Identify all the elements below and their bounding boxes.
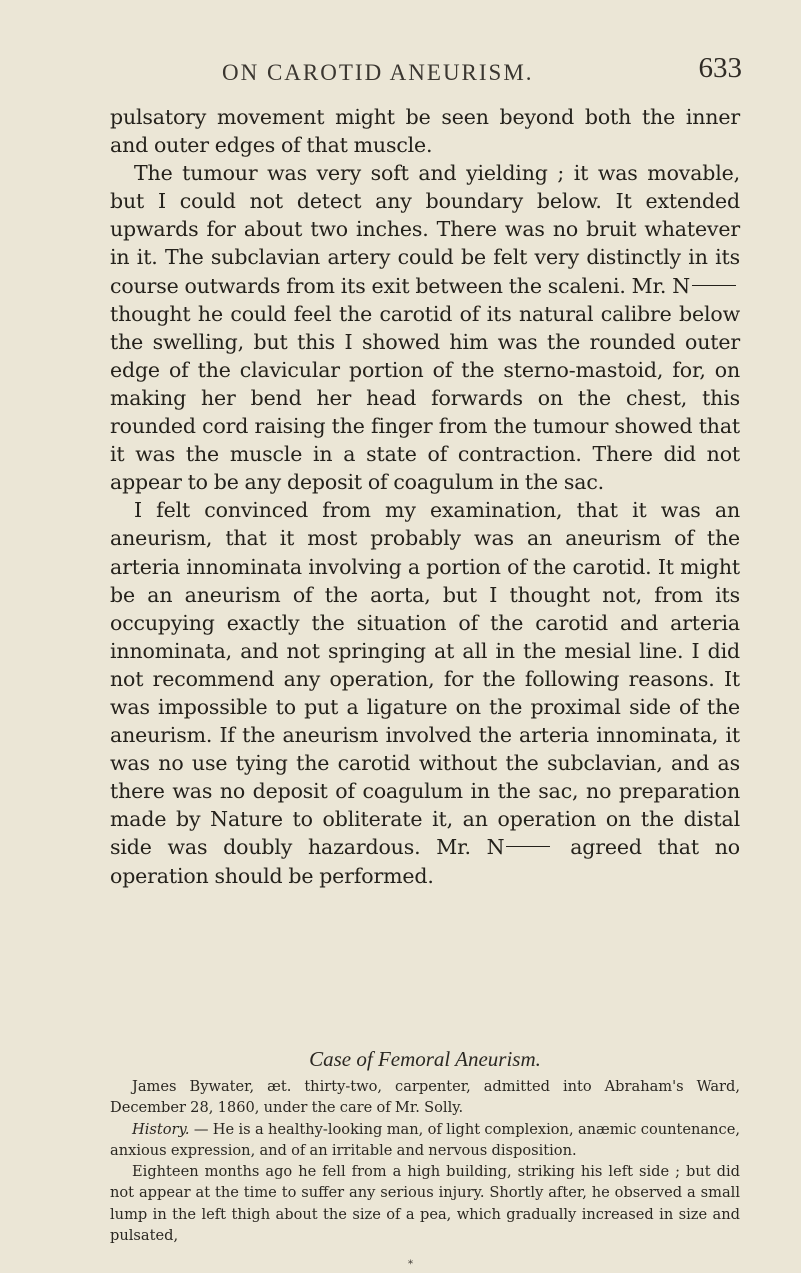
paragraph-3-text-b: agreed that no operation should be performed. (110, 835, 741, 888)
paragraph-2-text-a: The tumour was very soft and yielding ; it was movable, but I could not detect any boundary below. It extended upwards for about two inches. There was no bruit whatever in it. The subclavian artery could be felt very distinctly in its course outwards from its exit between the scaleni. Mr. N (110, 161, 740, 298)
case-intro: James Bywater, æt. thirty-two, carpenter, admitted into Abraham's Ward, December 28, 1860, under the care of Mr. Solly. (110, 1078, 740, 1117)
history-label: History. (132, 1120, 190, 1138)
paragraph-2 (110, 159, 740, 496)
name-dash (506, 846, 550, 847)
main-text (110, 103, 740, 890)
page-number: 633 (698, 52, 742, 84)
footer-mark: * (408, 1259, 413, 1270)
paragraph-3 (110, 496, 740, 889)
case-text (110, 1076, 740, 1246)
case-history (110, 1119, 740, 1162)
name-dash (692, 285, 736, 286)
running-head (222, 52, 742, 92)
paragraph-1 (110, 103, 740, 159)
running-title: ON CAROTID ANEURISM. (222, 60, 534, 85)
case-paragraph-3: Eighteen months ago he fell from a high building, striking his left side ; but did not appear at the time to suffer any serious injury. Shortly after, he observed a small lump in the left thigh about the size of a pea, which gradually increased in size and pulsated, (110, 1163, 740, 1245)
paragraph-3-text-a: I felt convinced from my examination, that it was an aneurism, that it most probably was an aneurism of the arteria innominata involving a portion of the carotid. It might be an aneurism of the aorta, but I thought not, from its occupying exactly the situation of the carotid and arteria innominata, and not springing at all in the mesial line. I did not recommend any operation, for the following reasons. It was impossible to put a ligature on the proximal side of the aneurism. If the aneurism involved the arteria innominata, it was no use tying the carotid without the subclavian, and as there was no deposit of coagulum in the sac, no preparation made by Nature to obliterate it, an operation on the distal side was doubly hazardous. Mr. N (110, 498, 740, 860)
paragraph-1-text: pulsatory movement might be seen beyond both the inner and outer edges of that muscle. (110, 105, 740, 158)
section-heading: Case of Femoral Aneurism. (309, 1047, 541, 1071)
paragraph-2-text-b: thought he could feel the carotid of its natural calibre below the swelling, but this I showed him was the rounded outer edge of the clavicular portion of the sterno-mastoid, for, on making her bend her head forwards on the chest, this rounded cord raising the finger from the tumour showed that it was the muscle in a state of contraction. There did not appear to be any deposit of coagulum in the sac. (110, 301, 740, 495)
history-text: — He is a healthy-looking man, of light complexion, anæmic countenance, anxious expression, and of an irritable and nervous disposition. (110, 1120, 740, 1159)
